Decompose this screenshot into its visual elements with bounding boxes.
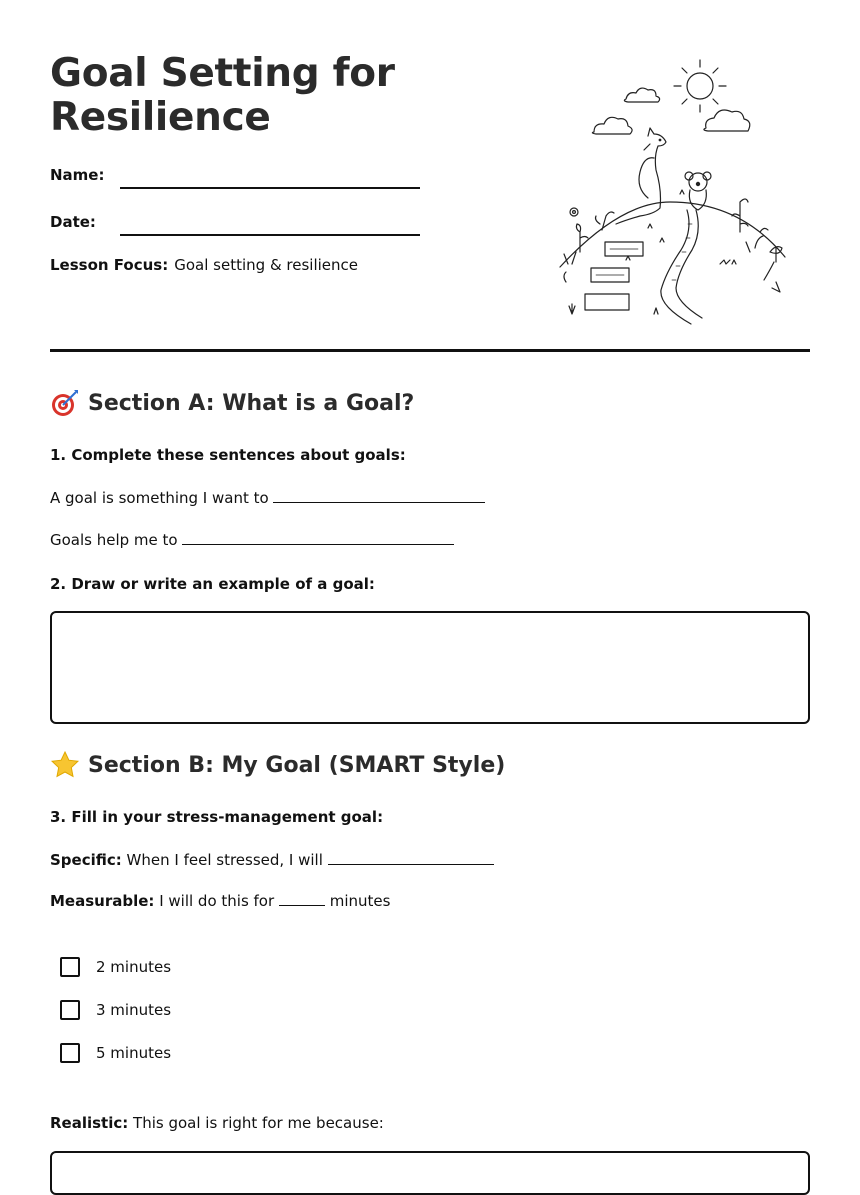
sentence-1-blank[interactable] (273, 488, 485, 503)
option-3-minutes[interactable] (60, 1000, 171, 1020)
section-a-title: Section A: What is a Goal? (88, 390, 415, 416)
checkbox[interactable] (60, 957, 80, 977)
cloud-icon (592, 117, 632, 134)
kangaroo-icon (616, 128, 666, 224)
measurable-text-post: minutes (329, 892, 391, 910)
kangaroo-koala-hill-illustration (550, 52, 800, 332)
option-label: 3 minutes (96, 1001, 172, 1019)
realistic-label: Realistic: (50, 1114, 129, 1132)
section-b-heading (50, 750, 505, 780)
sun-icon (674, 60, 726, 112)
goal-example-box[interactable] (50, 611, 810, 724)
sentence-2-blank[interactable] (182, 530, 454, 545)
checkbox[interactable] (60, 1000, 80, 1020)
measurable-label: Measurable: (50, 892, 155, 910)
specific-blank[interactable] (328, 850, 494, 865)
hill (560, 202, 785, 267)
sentence-1 (50, 488, 485, 507)
section-b-title: Section B: My Goal (SMART Style) (88, 752, 506, 778)
question-2: 2. Draw or write an example of a goal: (50, 575, 375, 593)
measurable-text-pre: I will do this for (159, 892, 275, 910)
specific-text: When I feel stressed, I will (126, 851, 323, 869)
question-3: 3. Fill in your stress-management goal: (50, 808, 384, 826)
sentence-2-text: Goals help me to (50, 531, 178, 549)
option-2-minutes[interactable] (60, 957, 171, 977)
realistic-text: This goal is right for me because: (133, 1114, 384, 1132)
name-label: Name: (50, 166, 105, 184)
date-label: Date: (50, 213, 96, 231)
date-field[interactable] (120, 234, 420, 236)
cloud-icon (624, 88, 659, 102)
header-divider (50, 349, 810, 352)
section-a-heading (50, 388, 414, 418)
specific-line (50, 850, 494, 869)
star-icon (50, 750, 80, 780)
worksheet-title (50, 52, 395, 140)
title-line-2: Resilience (50, 95, 271, 140)
lesson-focus (50, 256, 358, 274)
checkbox[interactable] (60, 1043, 80, 1063)
sentence-1-text: A goal is something I want to (50, 489, 269, 507)
realistic-line (50, 1114, 384, 1132)
cloud-icon (704, 110, 750, 131)
sentence-2 (50, 530, 454, 549)
target-dart-icon (50, 388, 80, 418)
realistic-answer-box[interactable] (50, 1151, 810, 1195)
question-1: 1. Complete these sentences about goals: (50, 446, 406, 464)
option-label: 2 minutes (96, 958, 172, 976)
specific-label: Specific: (50, 851, 122, 869)
option-5-minutes[interactable] (60, 1043, 171, 1063)
title-line-1: Goal Setting for (50, 51, 395, 96)
measurable-blank[interactable] (279, 891, 325, 906)
lesson-focus-label: Lesson Focus: (50, 256, 169, 274)
name-field[interactable] (120, 187, 420, 189)
lesson-focus-value: Goal setting & resilience (174, 256, 359, 274)
measurable-line (50, 891, 390, 910)
option-label: 5 minutes (96, 1044, 172, 1062)
